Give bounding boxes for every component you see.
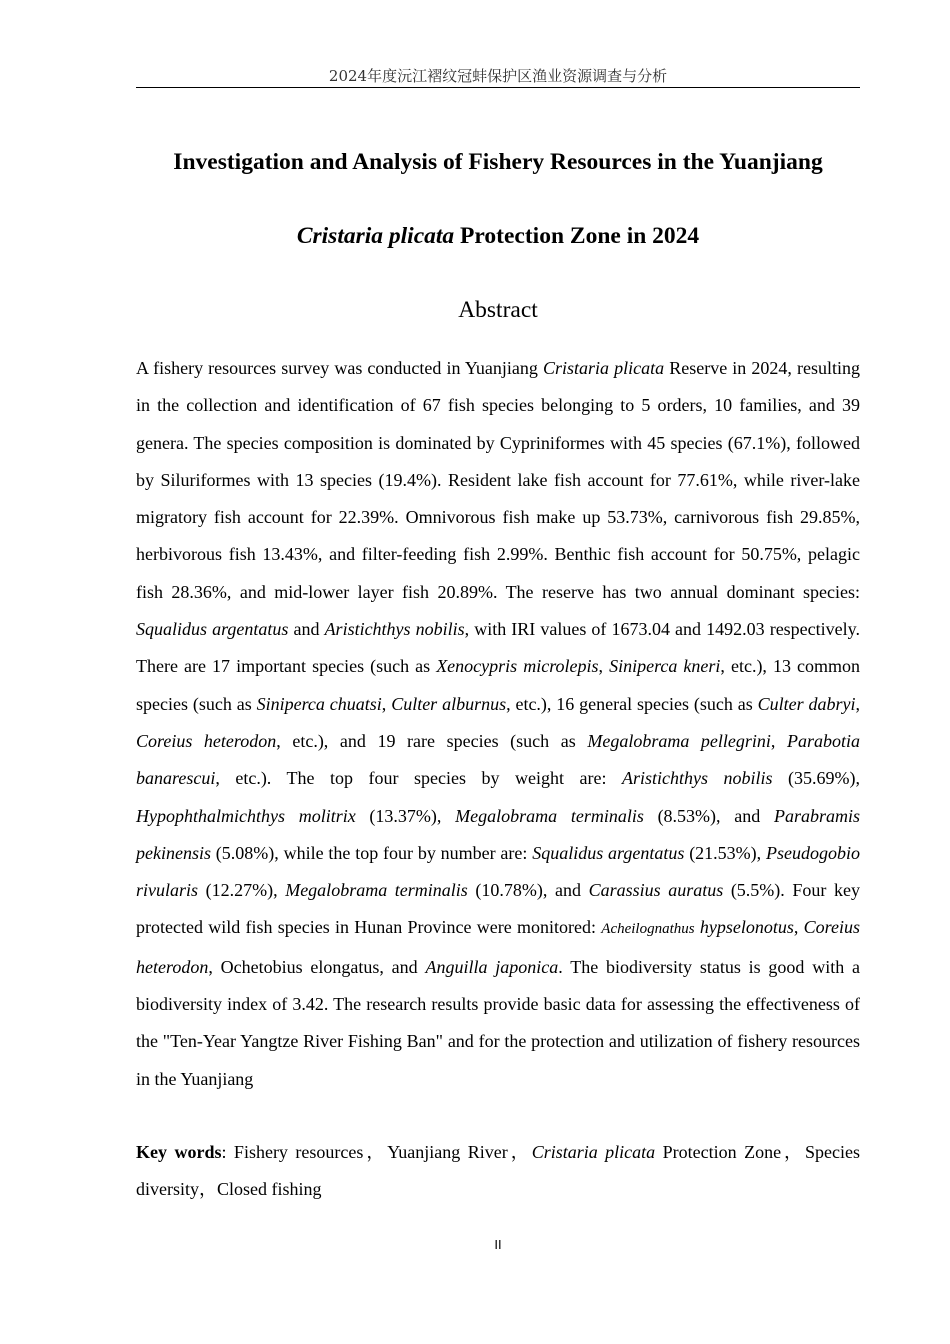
abstract-text: , — [855, 693, 860, 714]
title-rest: Protection Zone in 2024 — [454, 223, 700, 249]
abstract-text: . The biodiversity status is good with a biodiversity index of 3.42. The research results provide basic data for assessing the effectiveness of the "Ten-Year Yangtze River Fishing Ban" and for the protection and utilization of fishery resources in the Yuanjiang — [136, 956, 860, 1089]
species-name: Megalobrama terminalis — [455, 805, 644, 826]
species-name: Culter dabryi — [757, 693, 856, 714]
abstract-heading: Abstract — [458, 297, 538, 323]
species-name: Megalobrama pellegrini — [587, 730, 771, 751]
species-name: Squalidus argentatus — [532, 842, 685, 863]
species-name: Aristichthys nobilis — [621, 768, 773, 789]
species-name: Parabramis pekinensis — [136, 805, 860, 863]
keywords-text: : Fishery resources，Yuanjiang River， — [221, 1142, 532, 1162]
species-name: Megalobrama terminalis — [285, 880, 468, 901]
abstract-text: , etc.), and 19 rare species (such as — [276, 730, 588, 751]
running-header: 2024年度沅江褶纹冠蚌保护区渔业资源调查与分析 — [136, 66, 860, 88]
keywords-species-name: Cristaria plicata — [531, 1142, 656, 1162]
keywords — [136, 1134, 860, 1209]
abstract-text: , etc.). The top four species by weight are: — [215, 768, 622, 789]
abstract-text: (13.37%), — [355, 805, 456, 826]
abstract-text: , etc.), 13 common species (such as — [136, 656, 861, 714]
page-number: II — [494, 1237, 502, 1252]
abstract-text: (35.69%), — [772, 768, 860, 789]
abstract-body — [136, 350, 860, 1098]
abstract-text: (21.53%), — [684, 842, 766, 863]
species-name: Pseudogobio rivularis — [136, 842, 860, 901]
abstract-text: , — [770, 730, 787, 751]
abstract-text: (10.78%), and — [467, 880, 589, 901]
species-name: Squalidus argentatus — [136, 619, 289, 640]
abstract-text: Reserve in 2024, resulting in the collection and identification of 67 fish species belonging to 5 orders, 10 families, and 39 genera. The species composition is dominated by Cypriniformes with 45 species (67.1%), followed by Siluriformes with 13 species (19.4%). Resident lake fish account for 77.61%, while river-lake migratory fish account for 22.39%. Omnivorous fish make up 53.73%, carnivorous fish 29.85%, herbivorous fish 13.43%, and filter-feeding fish 2.99%. Benthic fish account for 50.75%, pelagic fish 28.36%, and mid-lower layer fish 20.89%. The reserve has two annual dominant species: — [136, 358, 860, 602]
abstract-text: (12.27%), — [198, 880, 286, 901]
species-name: Acheilognathus — [601, 921, 695, 938]
species-name: Siniperca kneri — [609, 656, 721, 677]
species-name: Coreius heterodon — [136, 917, 861, 977]
abstract-text: A fishery resources survey was conducted in Yuanjiang — [136, 358, 544, 378]
abstract-text: and — [288, 619, 325, 640]
abstract-text: , etc.), 16 general species (such as — [506, 693, 758, 714]
paper-title-line-2 — [120, 221, 876, 251]
abstract-text: , with IRI values of 1673.04 and 1492.03 respectively. There are 17 important species (such as — [136, 619, 860, 677]
title-species-name: Cristaria plicata — [296, 223, 455, 249]
species-name: Carassius auratus — [588, 880, 724, 901]
abstract-text: (8.53%), and — [643, 805, 774, 826]
species-name: Xenocypris microlepis — [436, 656, 599, 677]
species-name: Cristaria plicata — [543, 358, 665, 378]
species-name: Coreius heterodon — [136, 730, 277, 751]
species-name: Hypophthalmichthys molitrix — [136, 805, 356, 826]
keywords-text-rest: Protection Zone，Species diversity，Closed fishing — [136, 1142, 860, 1200]
abstract-text: , Ochetobius elongatus, and — [208, 956, 426, 977]
abstract-text: (5.08%), while the top four by number are: — [210, 842, 533, 863]
species-name: Siniperca chuatsi — [256, 693, 382, 714]
species-name: Anguilla japonica — [425, 956, 559, 977]
abstract-paragraph — [136, 350, 860, 1098]
abstract-text: , — [598, 656, 610, 677]
abstract-text: , — [381, 693, 392, 714]
species-name: Culter alburnus — [391, 693, 507, 714]
abstract-text: (5.5%). Four key protected wild fish species in Hunan Province were monitored: — [136, 880, 860, 938]
keywords-label: Key words — [136, 1142, 222, 1162]
abstract-text: , — [793, 917, 804, 938]
species-name: hypselonotus — [699, 917, 794, 938]
species-name: Aristichthys nobilis — [324, 619, 465, 640]
paper-title-line-1: Investigation and Analysis of Fishery Resources in the Yuanjiang — [173, 149, 823, 175]
species-name: Parabotia banarescui — [136, 730, 861, 789]
